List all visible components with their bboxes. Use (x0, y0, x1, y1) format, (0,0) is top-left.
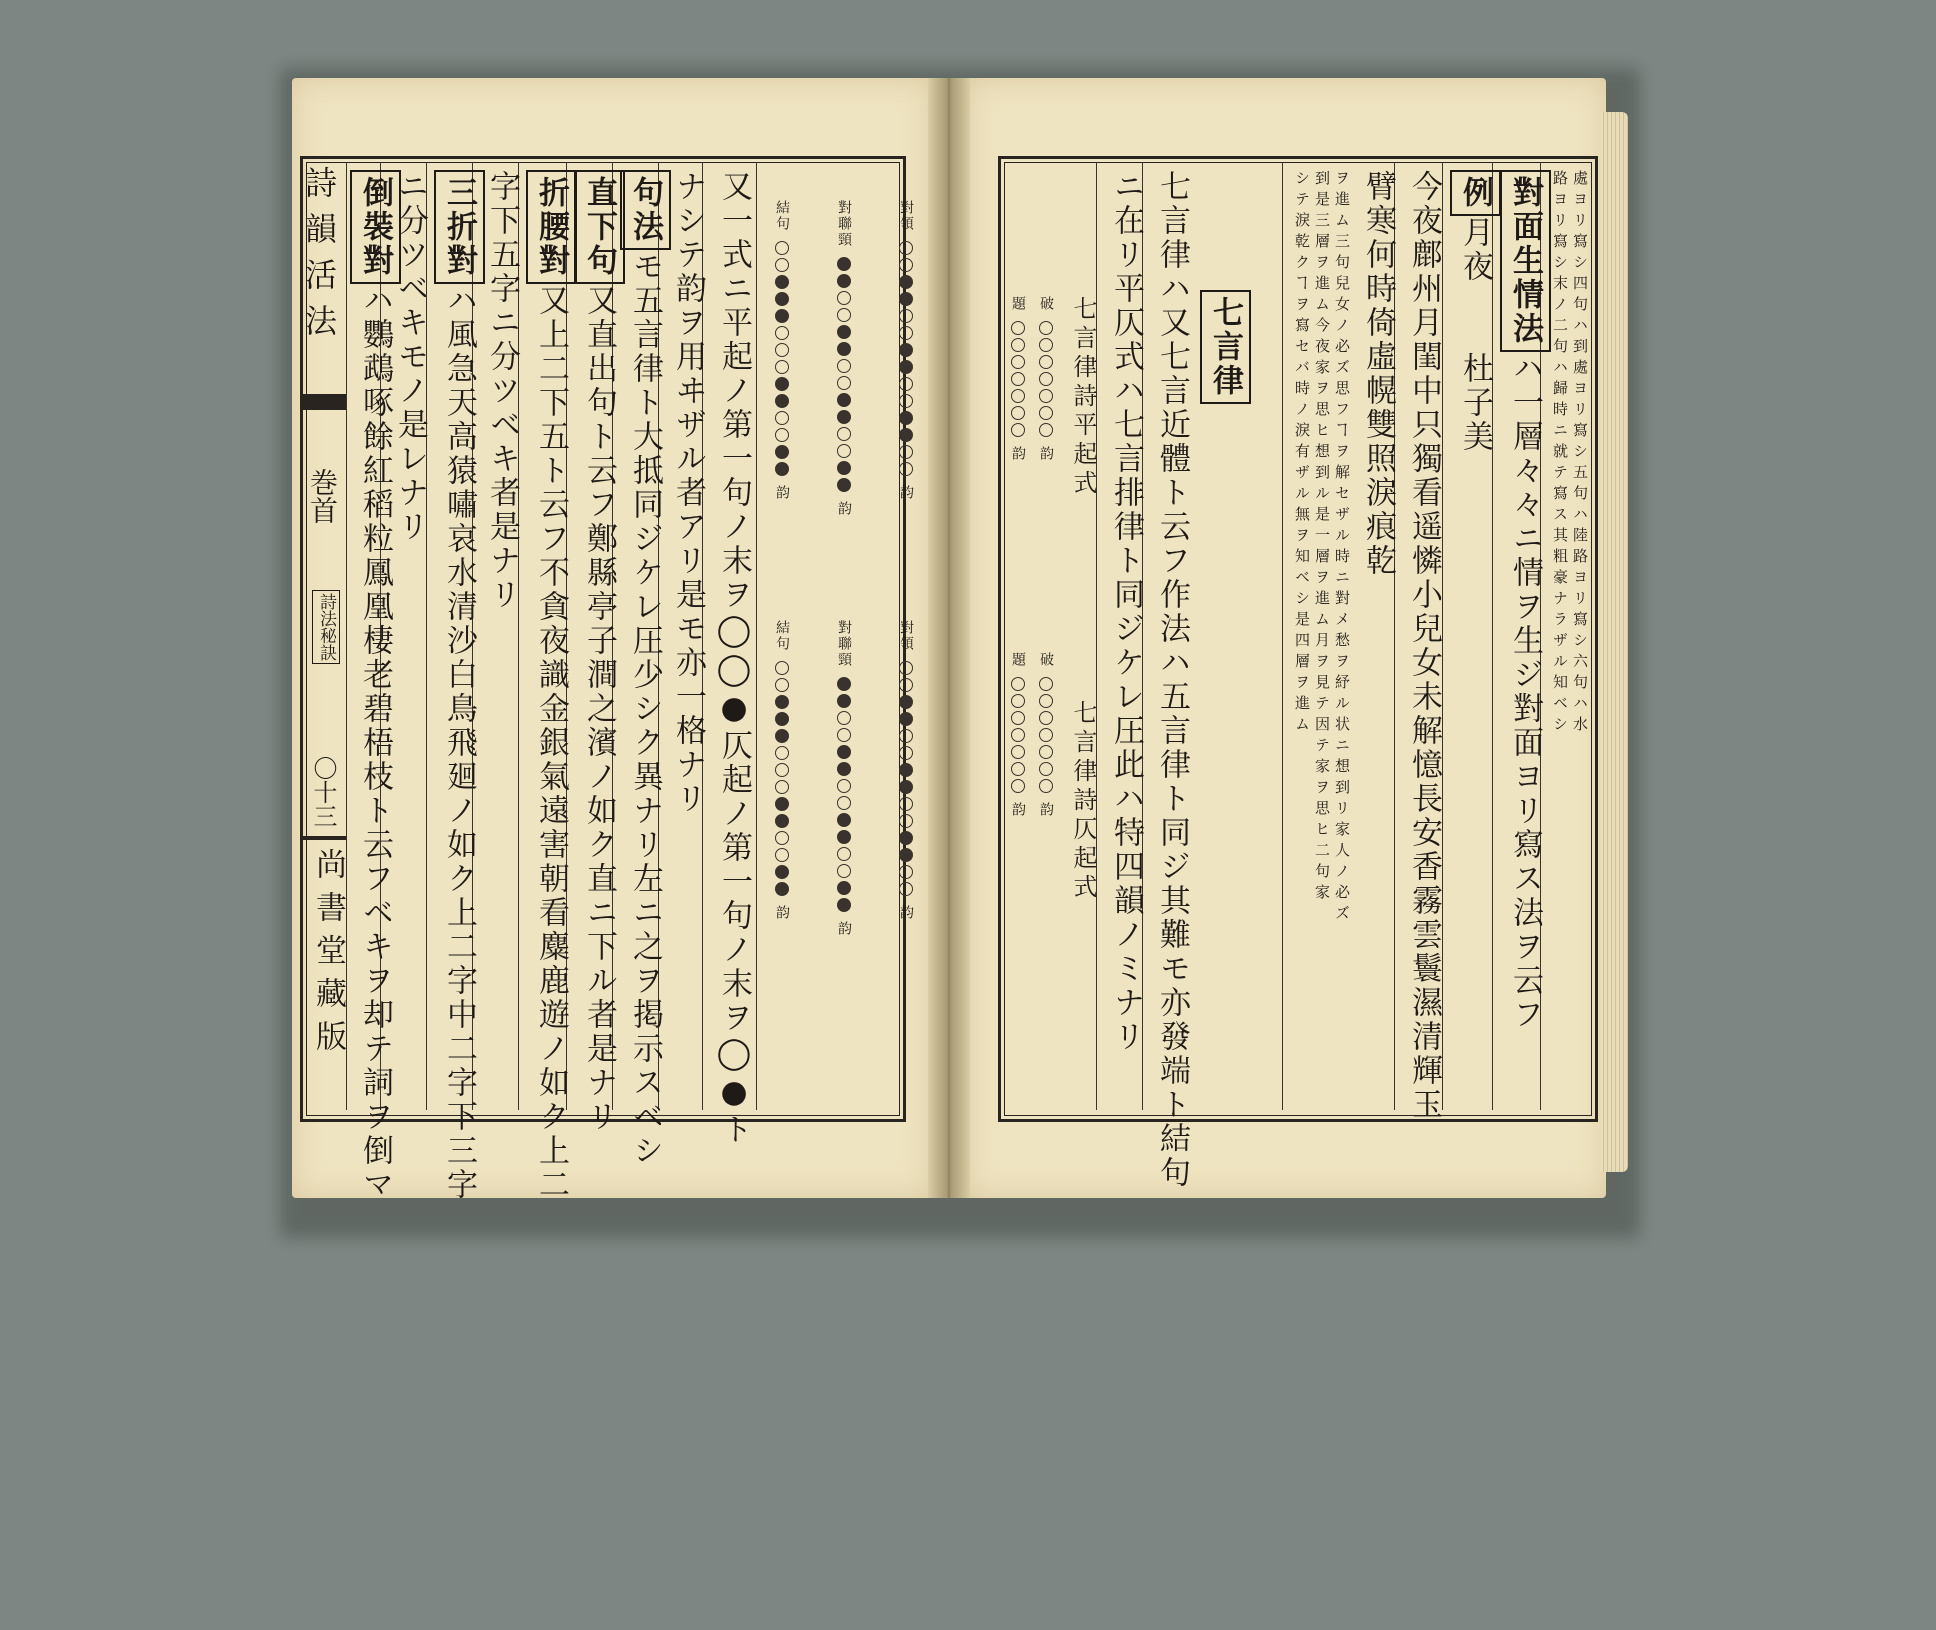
tone-mark (837, 478, 851, 492)
tone-mark (899, 746, 913, 760)
tone-mark (775, 275, 789, 289)
text-column: 三折對ハ風急天高猿嘯哀水清沙白鳥飛廻ノ如ク上二字中二字下三字 (434, 170, 485, 1100)
rhyme-mark: 韵 (836, 921, 852, 935)
tone-mark (837, 779, 851, 793)
rhyme-mark: 韵 (898, 905, 914, 919)
tone-mark (899, 394, 913, 408)
tone-mark (775, 882, 789, 896)
tone-mark (899, 661, 913, 675)
folio-number: 〇十三 (309, 756, 337, 828)
text-column: 直下句又直出句ト云フ鄭縣亭子澗之濱ノ如ク直ニ下ル者是ナリ (574, 170, 625, 1100)
tone-mark (837, 711, 851, 725)
tone-mark (775, 292, 789, 306)
tone-mark (775, 712, 789, 726)
annotation-column: 路ヨリ寫シ末ノ二句ハ歸時ニ就テ寫ス其粗豪ナラザル知ベシ (1551, 170, 1569, 737)
text-column: ナシテ韵ヲ用ヰザル者アリ是モ亦一格ナリ (670, 170, 706, 816)
tone-mark (1039, 779, 1053, 793)
tone-mark (1011, 728, 1025, 742)
running-title: 詩韻活法 (300, 166, 338, 350)
rhyme-mark: 韵 (774, 905, 790, 919)
tone-mark (775, 695, 789, 709)
tone-mark (837, 864, 851, 878)
tone-mark (899, 360, 913, 374)
tone-mark (899, 343, 913, 357)
grid-label: 破 (1038, 296, 1054, 312)
tone-mark (837, 325, 851, 339)
text-column: 句法モ五言律ト大抵同ジケレ圧少シク異ナリ左ニ之ヲ掲示スベシ (620, 170, 671, 1100)
tone-mark (837, 694, 851, 708)
tone-mark (899, 695, 913, 709)
tone-mark (775, 678, 789, 692)
tone-mark (775, 411, 789, 425)
section-heading: 句法 (620, 170, 671, 250)
tone-mark (775, 377, 789, 391)
tone-mark (775, 729, 789, 743)
annotation-column: 到是三層ヲ進ム今夜家ヲ思ヒ想到ル是一層ヲ進ム月ヲ見テ因テ家ヲ思ヒ二句家 (1313, 170, 1331, 905)
diagram-rule (756, 162, 757, 1110)
folio-divider (300, 836, 346, 840)
diagram-label: 對領 (898, 620, 914, 652)
tone-mark (1011, 406, 1025, 420)
tone-mark (1039, 762, 1053, 776)
tone-mark (1011, 762, 1025, 776)
tone-mark (775, 360, 789, 374)
tone-mark (899, 445, 913, 459)
tone-mark (1011, 355, 1025, 369)
section-heading-column (1200, 290, 1251, 1220)
tone-mark (837, 677, 851, 691)
tone-mark (899, 814, 913, 828)
tone-mark (899, 848, 913, 862)
tone-mark (837, 847, 851, 861)
tone-mark (899, 326, 913, 340)
tone-mark (775, 241, 789, 255)
section-heading: 七言律 (1200, 290, 1251, 404)
tone-mark (899, 258, 913, 272)
rhyme-mark: 韵 (836, 501, 852, 515)
tone-mark (775, 848, 789, 862)
section-heading: 直下句 (574, 170, 625, 284)
tone-mark (837, 813, 851, 827)
section-heading: 折腰對 (526, 170, 577, 284)
tone-mark (837, 444, 851, 458)
tone-mark (899, 882, 913, 896)
tone-mark (837, 274, 851, 288)
tone-mark (1039, 372, 1053, 386)
tone-mark (1011, 389, 1025, 403)
tone-mark (775, 428, 789, 442)
tone-mark (1039, 711, 1053, 725)
tone-mark (1011, 694, 1025, 708)
tone-mark (775, 394, 789, 408)
subtitle-box: 詩法秘訣 (312, 590, 340, 664)
tone-mark (1011, 372, 1025, 386)
text-column: 字下五字ニ分ツベキ者是ナリ (484, 170, 520, 612)
grid-column (1008, 296, 1028, 460)
tone-mark (1039, 406, 1053, 420)
diagram-column (762, 620, 802, 935)
tone-mark (1039, 694, 1053, 708)
tone-mark (1011, 779, 1025, 793)
tone-mark (837, 410, 851, 424)
column-rule (1282, 162, 1283, 1110)
tone-mark (1039, 321, 1053, 335)
tone-mark (1011, 423, 1025, 437)
grid-column (1036, 652, 1056, 816)
tone-mark (837, 308, 851, 322)
grid-label: 題 (1010, 652, 1026, 668)
rhyme-mark: 韵 (1038, 446, 1054, 460)
tone-mark (899, 831, 913, 845)
tone-mark (837, 796, 851, 810)
text-column: ニ在リ平仄式ハ七言排律ト同ジケレ圧此ハ特四韻ノミナリ (1108, 170, 1144, 1054)
tone-mark (899, 780, 913, 794)
diagram-label: 對領 (898, 200, 914, 232)
section-heading: 三折對 (434, 170, 485, 284)
tone-mark (1039, 389, 1053, 403)
diagram-column (762, 200, 802, 515)
tone-mark (775, 258, 789, 272)
tone-mark (837, 728, 851, 742)
tone-mark (837, 461, 851, 475)
publisher-mark: 尚書堂藏版 (310, 848, 346, 1063)
diagram-label: 結句 (774, 200, 790, 232)
tone-mark (1039, 728, 1053, 742)
tone-mark (1011, 745, 1025, 759)
tone-mark (899, 411, 913, 425)
tone-mark (1011, 321, 1025, 335)
tone-mark (899, 729, 913, 743)
tone-mark (899, 241, 913, 255)
diagram-label: 結句 (774, 620, 790, 652)
tone-mark (1039, 745, 1053, 759)
tone-mark (1039, 338, 1053, 352)
diagram-label: 對聯頸 (836, 200, 852, 248)
tone-mark (775, 343, 789, 357)
tone-mark (837, 745, 851, 759)
tone-mark (775, 326, 789, 340)
rhyme-mark: 韵 (1010, 802, 1026, 816)
grid-label: 破 (1038, 652, 1054, 668)
tone-mark (1039, 677, 1053, 691)
annotation-column: シテ淚乾クヿヲ寫セバ時ノ淚有ザル無ヲ知ベシ是四層ヲ進ム (1293, 170, 1311, 737)
tone-mark (837, 427, 851, 441)
tone-mark (899, 275, 913, 289)
text-column: 倒裝對ハ鸚鵡啄餘紅稻粒鳳凰棲老碧梧枝ト云フベキヲ却テ詞ヲ倒マ (350, 170, 401, 1100)
tone-mark (837, 393, 851, 407)
diagram-label: 對聯頸 (836, 620, 852, 668)
tone-mark (899, 292, 913, 306)
tone-diagram-bottom (762, 620, 926, 935)
tone-mark (775, 865, 789, 879)
tone-mark (837, 830, 851, 844)
grid-column (1008, 652, 1028, 816)
tone-mark (775, 309, 789, 323)
poem-column: 臂寒何時倚虛幌雙照淚痕乾 (1360, 170, 1396, 578)
tone-mark (837, 898, 851, 912)
tone-grid-top (1008, 296, 1056, 460)
tone-grid-bottom (1008, 652, 1056, 816)
tone-mark (775, 780, 789, 794)
annotation-column: ヲ進ム三句兒女ノ必ズ思フヿヲ解セザル時ニ對メ愁ヲ紓ル状ニ想到リ家人ノ必ズ (1333, 170, 1351, 926)
rhyme-mark: 韵 (898, 485, 914, 499)
form-title: 七言律詩仄起式 (1069, 700, 1097, 903)
diagram-column (814, 200, 874, 515)
form-title: 七言律詩平起式 (1069, 296, 1097, 499)
diagram-column (886, 200, 926, 515)
grid-label: 題 (1010, 296, 1026, 312)
tone-mark (775, 763, 789, 777)
tone-mark (899, 797, 913, 811)
tone-mark (837, 881, 851, 895)
text-column: ニ分ツベキモノ是レナリ (392, 170, 428, 544)
tone-mark (837, 257, 851, 271)
tone-mark (1039, 423, 1053, 437)
tone-mark (1011, 677, 1025, 691)
tone-mark (837, 342, 851, 356)
rhyme-mark: 韵 (1038, 802, 1054, 816)
tone-diagram-top (762, 200, 926, 515)
text-column: 七言律ハ又七言近體ト云フ作法ハ五言律ト同ジ其難モ亦發端ト結句 (1154, 170, 1190, 1190)
tone-mark (1011, 711, 1025, 725)
tone-mark (899, 462, 913, 476)
tone-mark (775, 746, 789, 760)
tone-mark (837, 762, 851, 776)
book-gutter (928, 78, 970, 1198)
example-heading: 例 (1450, 170, 1501, 216)
poem-column: 今夜鄜州月閨中只獨看遥憐小兒女未解憶長安香霧雲鬟濕清輝玉 (1406, 170, 1442, 1122)
tone-mark (775, 814, 789, 828)
diagram-column (814, 620, 874, 935)
tone-mark (775, 797, 789, 811)
tone-mark (1011, 338, 1025, 352)
tone-mark (775, 445, 789, 459)
tone-mark (837, 291, 851, 305)
tone-mark (899, 678, 913, 692)
tone-mark (899, 309, 913, 323)
tone-mark (775, 831, 789, 845)
annotation-column: 處ヨリ寫シ四句ハ到處ヨリ寫シ五句ハ陸路ヨリ寫シ六句ハ水 (1571, 170, 1589, 737)
text-column: 折腰對又上二下五ト云フ不貪夜識金銀氣遠害朝看麋鹿遊ノ如ク上二 (526, 170, 577, 1100)
tone-mark (899, 865, 913, 879)
tone-mark (775, 661, 789, 675)
fishtail-mark (300, 394, 346, 410)
volume-label: 巻首 (306, 468, 339, 524)
tone-mark (899, 377, 913, 391)
tone-mark (899, 763, 913, 777)
tone-mark (837, 376, 851, 390)
diagram-column (886, 620, 926, 935)
page-edges (1600, 112, 1628, 1172)
tone-mark (837, 359, 851, 373)
tone-mark (775, 462, 789, 476)
rhyme-mark: 韵 (1010, 446, 1026, 460)
text-column: 對面生情法ハ一層々々ニ情ヲ生ジ對面ヨリ寫ス法ヲ云フ (1500, 170, 1551, 1100)
text-column: 又一式ニ平起ノ第一句ノ末ヲ◯◯●仄起ノ第一句ノ末ヲ◯●ト (716, 170, 752, 1147)
tone-mark (899, 712, 913, 726)
tone-mark (899, 428, 913, 442)
text-column: 例月夜 杜子美 (1450, 170, 1501, 1100)
rhyme-mark: 韵 (774, 485, 790, 499)
section-heading: 對面生情法 (1500, 170, 1551, 352)
section-heading: 倒裝對 (350, 170, 401, 284)
tone-mark (1039, 355, 1053, 369)
grid-column (1036, 296, 1056, 460)
